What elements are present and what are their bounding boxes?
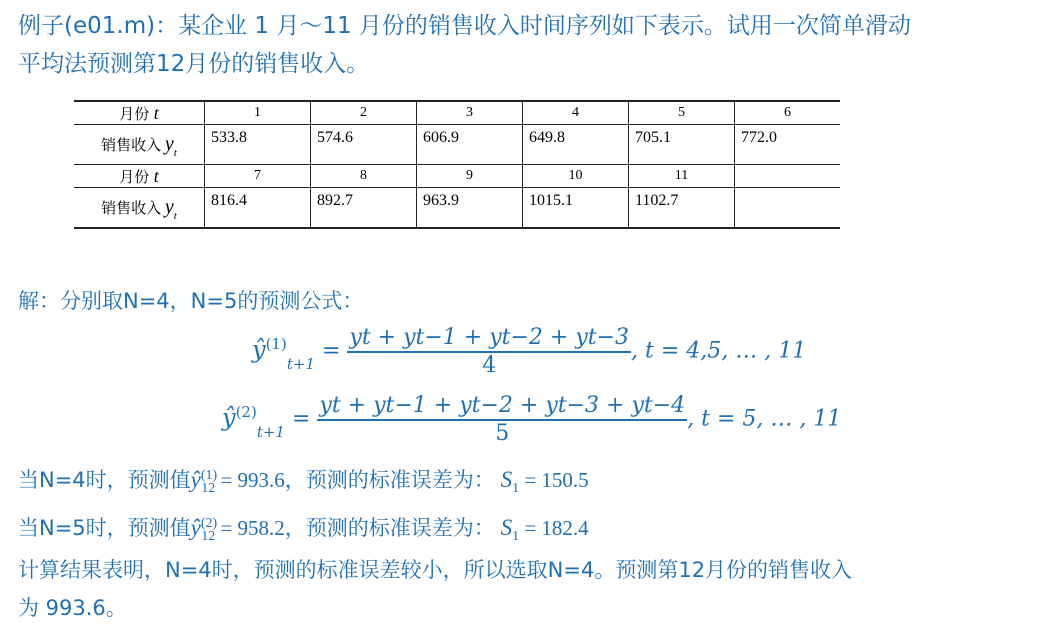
- sales-cell: 1015.1: [523, 188, 629, 229]
- month-cell: 1: [205, 101, 311, 125]
- sales-cell: 574.6: [311, 125, 417, 165]
- sales-cell: 816.4: [205, 188, 311, 229]
- sales-cell: 963.9: [417, 188, 523, 229]
- month-cell: 7: [205, 165, 311, 188]
- month-cell: 10: [523, 165, 629, 188]
- table-row: 月份 t 1 2 3 4 5 6: [74, 101, 840, 125]
- month-label: 月份: [119, 169, 150, 186]
- month-cell: 5: [629, 101, 735, 125]
- month-cell: 6: [735, 101, 841, 125]
- table-row: 销售收入 $y_t$ 533.8 574.6 606.9 649.8 705.1 772.0: [74, 125, 840, 165]
- problem-title-line2: 平均法预测第12月份的销售收入。: [18, 51, 370, 77]
- table-row: 销售收入 $y_t$ 816.4 892.7 963.9 1015.1 1102.7: [74, 188, 840, 229]
- month-cell: [735, 165, 841, 188]
- month-cell: 8: [311, 165, 417, 188]
- formula-n4: $ŷ^{(1)}_{t+1}$ = $\frac{yt + yt-1 + yt-2 + yt-3}{4}$ , t = 4,5, … , 11: [252, 325, 807, 378]
- sales-cell: [735, 188, 841, 229]
- sales-label: 销售收入: [101, 138, 162, 154]
- month-cell: 4: [523, 101, 629, 125]
- problem-title-line1: 例子(e01.m)：某企业 1 月～11 月份的销售收入时间序列如下表示。试用一次简单滑动: [18, 13, 911, 39]
- formula-n5: $ŷ^{(2)}_{t+1}$ = $\frac{yt + yt-1 + yt-2 + yt-3 + yt-4}{5}$ , t = 5, … , 11: [222, 393, 842, 446]
- sales-cell: 772.0: [735, 125, 841, 165]
- month-cell: 11: [629, 165, 735, 188]
- month-label: 月份: [119, 106, 150, 123]
- sales-cell: 705.1: [629, 125, 735, 165]
- sales-cell: 1102.7: [629, 188, 735, 229]
- result-n5: 当N=5时，预测值$ŷ^{(2)}_{12} = 958.2$，预测的标准误差为： $S_1 = 182.4$: [18, 515, 589, 545]
- sales-cell: 533.8: [205, 125, 311, 165]
- conclusion-line2: 为 993.6。: [18, 596, 127, 620]
- month-cell: 9: [417, 165, 523, 188]
- table-row: 月份 t 7 8 9 10 11: [74, 165, 840, 188]
- month-cell: 3: [417, 101, 523, 125]
- solution-heading: 解：分别取N=4，N=5的预测公式：: [18, 289, 364, 313]
- sales-table: [74, 100, 840, 229]
- sales-cell: 892.7: [311, 188, 417, 229]
- sales-cell: 649.8: [523, 125, 629, 165]
- sales-label: 销售收入: [101, 201, 162, 217]
- conclusion-line1: 计算结果表明，N=4时，预测的标准误差较小，所以选取N=4。预测第12月份的销售收入: [18, 558, 853, 582]
- month-cell: 2: [311, 101, 417, 125]
- result-n4: 当N=4时，预测值$ŷ^{(1)}_{12} = 993.6$，预测的标准误差为： $S_1 = 150.5$: [18, 467, 589, 497]
- sales-cell: 606.9: [417, 125, 523, 165]
